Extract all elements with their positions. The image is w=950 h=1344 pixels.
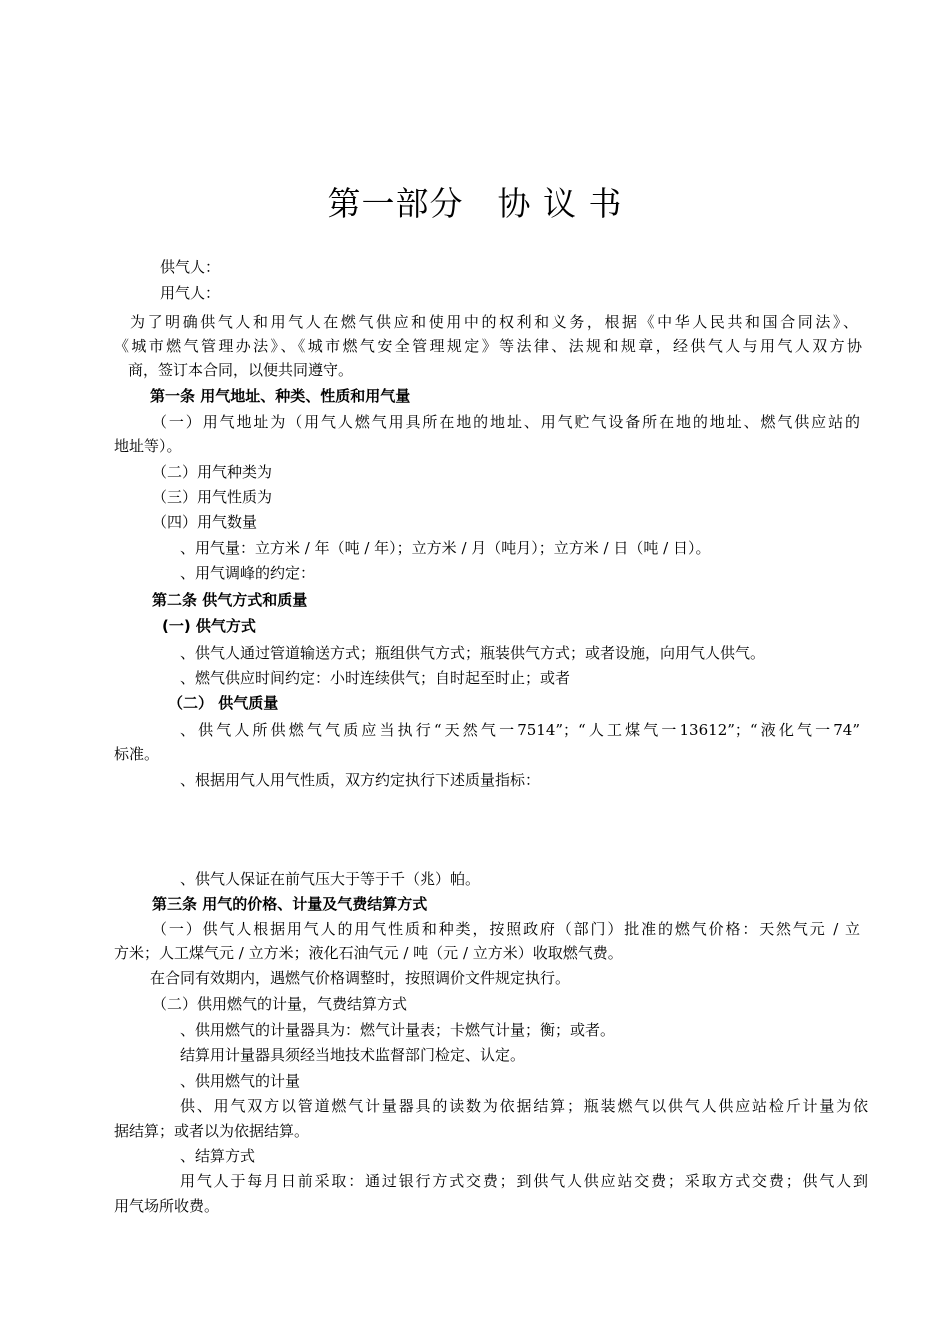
paragraph-line: （三）用气性质为	[152, 488, 273, 506]
paragraph-line: 、供用燃气的计量	[180, 1072, 301, 1090]
paragraph-line: 、结算方式	[180, 1147, 256, 1165]
paragraph-line: 在合同有效期内，遇燃气价格调整时，按照调价文件规定执行。	[150, 969, 571, 987]
article-3-heading: 第三条 用气的价格、计量及气费结算方式	[152, 895, 428, 913]
paragraph-line: 据结算；或者以为依据结算。	[114, 1122, 310, 1140]
paragraph-line: 、用气调峰的约定：	[180, 564, 316, 582]
paragraph-line: 用气人于每月日前采取：通过银行方式交费；到供气人供应站交费；采取方式交费；供气人到	[180, 1172, 868, 1190]
paragraph-line: 方米；人工煤气元 / 立方米；液化石油气元 / 吨（元 / 立方米）收取燃气费。	[114, 944, 623, 962]
paragraph-line: （二）用气种类为	[152, 463, 273, 481]
preamble-line: 《城市燃气管理办法》、《城市燃气安全管理规定》等法律、法规和规章，经供气人与用气人双方协	[114, 337, 862, 355]
subsection-heading: (一) 供气方式	[162, 617, 256, 635]
paragraph-line: 结算用计量器具须经当地技术监督部门检定、认定。	[180, 1046, 526, 1064]
paragraph-line: （四）用气数量	[152, 513, 258, 531]
subsection-heading: （二） 供气质量	[168, 694, 279, 712]
paragraph-line: 地址等）。	[114, 437, 182, 455]
article-2-heading: 第二条 供气方式和质量	[152, 591, 308, 609]
paragraph-line: 用气场所收费。	[114, 1197, 220, 1215]
page-title: 第一部分 协 议 书	[327, 184, 623, 223]
paragraph-line: 、供气人通过管道输送方式；瓶组供气方式；瓶装供气方式；或者设施，向用气人供气。	[180, 644, 766, 662]
paragraph-line: （二）供用燃气的计量，气费结算方式	[152, 995, 408, 1013]
preamble-line: 商，签订本合同，以便共同遵守。	[128, 361, 354, 379]
paragraph-line: 标准。	[114, 745, 160, 763]
paragraph-line: 、供用燃气的计量器具为：燃气计量表；卡燃气计量；衡；或者。	[180, 1021, 616, 1039]
paragraph-line: 、根据用气人用气性质，双方约定执行下述质量指标：	[180, 771, 541, 789]
preamble-line: 为了明确供气人和用气人在燃气供应和使用中的权利和义务，根据《中华人民共和国合同法》、	[130, 313, 858, 331]
supplier-label: 供气人：	[160, 258, 221, 276]
paragraph-line: 、供气人所供燃气气质应当执行“天然气一7514”；“人工煤气一13612”；“液化气一74”	[180, 721, 860, 739]
paragraph-line: （一）用气地址为（用气人燃气用具所在地的地址、用气贮气设备所在地的地址、燃气供应站的	[152, 413, 860, 431]
paragraph-line: 供、用气双方以管道燃气计量器具的读数为依据结算；瓶装燃气以供气人供应站检斤计量为依	[180, 1097, 868, 1115]
paragraph-line: 、燃气供应时间约定：小时连续供气；自时起至时止；或者	[180, 669, 571, 687]
paragraph-line: （一）供气人根据用气人的用气性质和种类，按照政府（部门）批准的燃气价格：天然气元 / 立	[152, 920, 860, 938]
paragraph-line: 、用气量：立方米 / 年（吨 / 年）；立方米 / 月（吨月）；立方米 / 日（吨 / 日）。	[180, 539, 711, 557]
user-label: 用气人：	[160, 284, 221, 302]
paragraph-line: 、供气人保证在前气压大于等于千（兆）帕。	[180, 870, 481, 888]
article-1-heading: 第一条 用气地址、种类、性质和用气量	[150, 387, 411, 405]
